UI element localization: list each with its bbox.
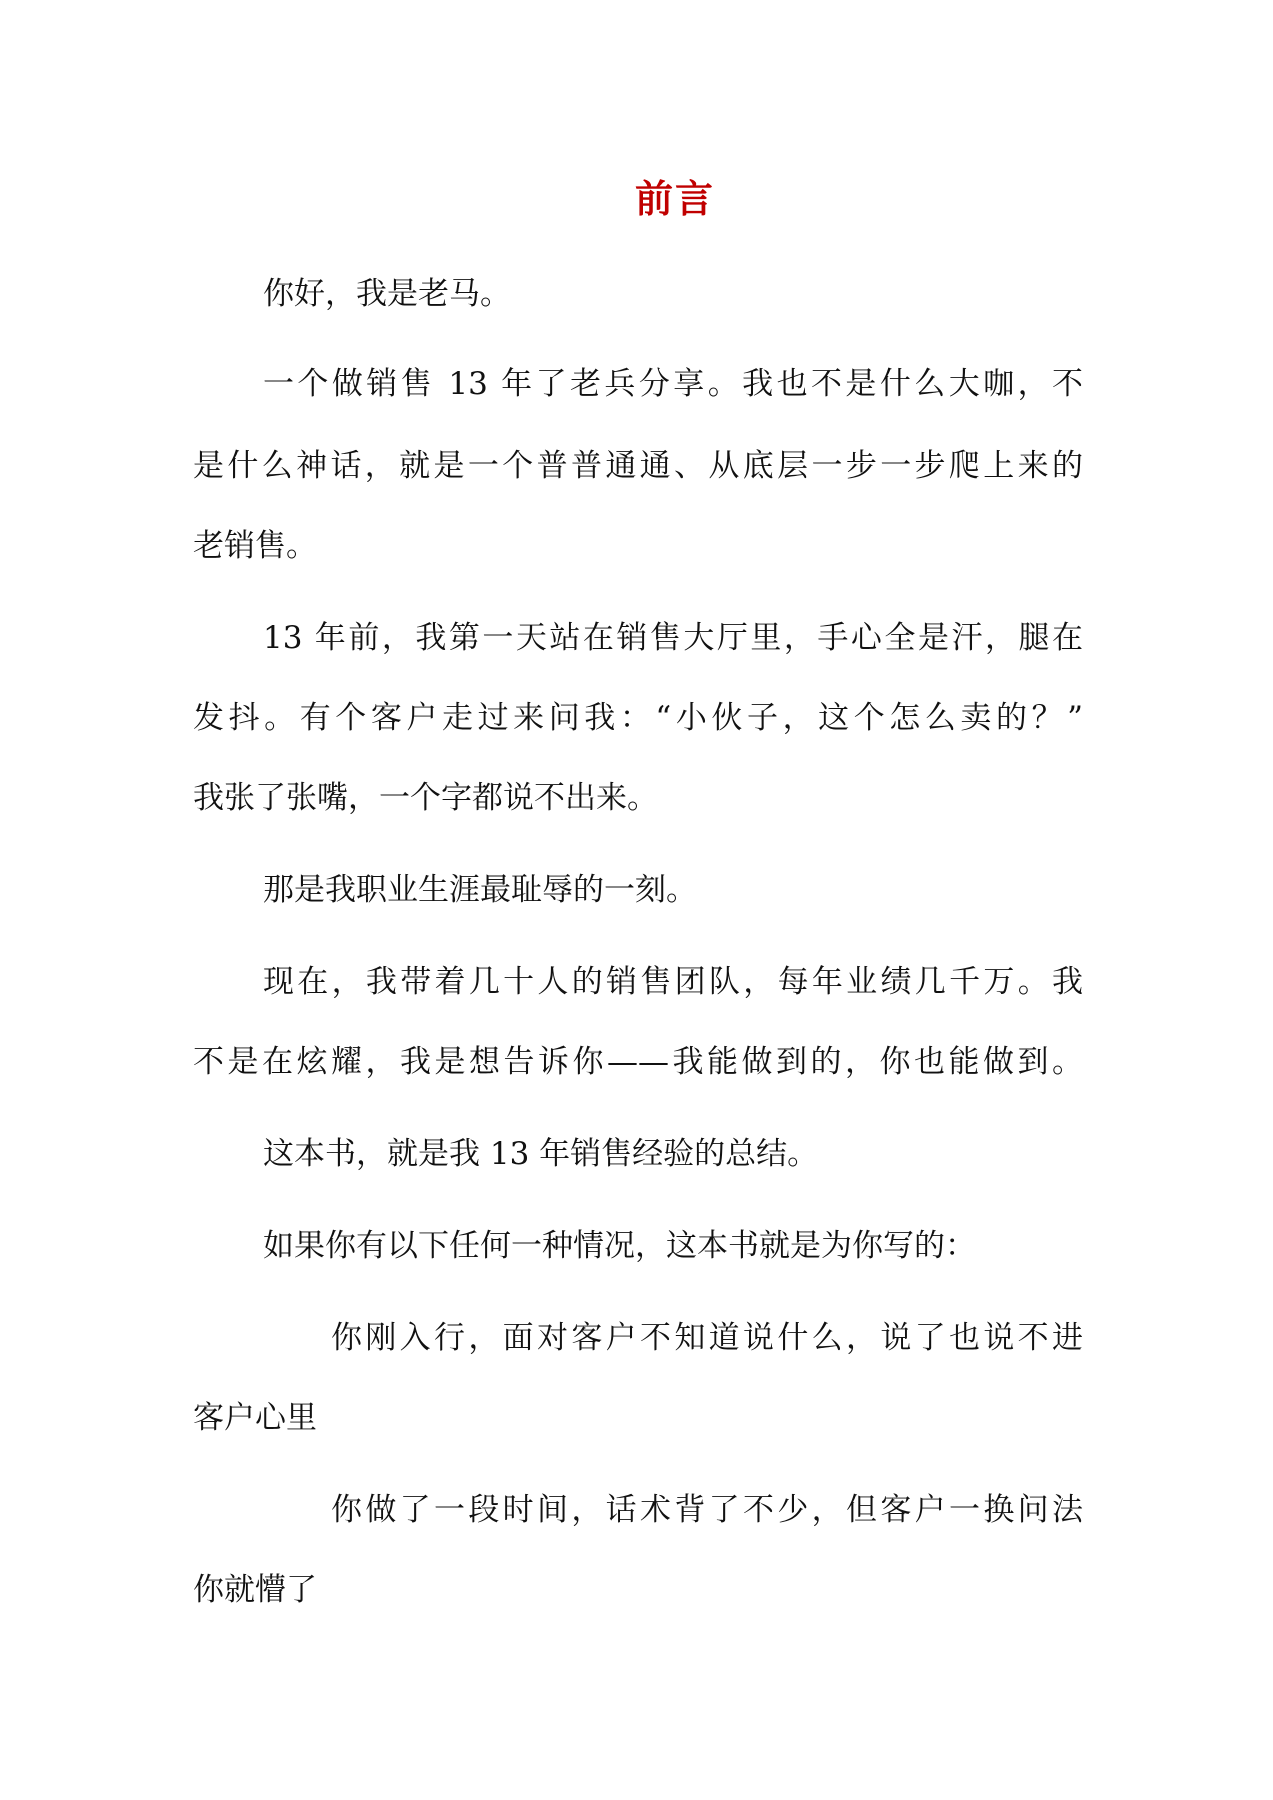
paragraph-line: 发抖。有个客户走过来问我：“小伙子，这个怎么卖的？” xyxy=(193,700,1083,736)
paragraph-line: 一个做销售 13 年了老兵分享。我也不是什么大咖，不 xyxy=(263,366,1083,402)
list-item-line: 客户心里 xyxy=(193,1400,317,1436)
paragraph-line: 那是我职业生涯最耻辱的一刻。 xyxy=(263,872,697,908)
list-item-line: 你就懵了 xyxy=(193,1572,317,1608)
paragraph-line: 这本书，就是我 13 年销售经验的总结。 xyxy=(263,1136,819,1172)
paragraph-line: 不是在炫耀，我是想告诉你——我能做到的，你也能做到。 xyxy=(193,1044,1083,1080)
paragraph-line: 现在，我带着几十人的销售团队，每年业绩几千万。我 xyxy=(263,964,1083,1000)
list-item-line: 你刚入行，面对客户不知道说什么，说了也说不进 xyxy=(331,1320,1083,1356)
paragraph-line: 是什么神话，就是一个普普通通、从底层一步一步爬上来的 xyxy=(193,448,1083,484)
paragraph-line: 如果你有以下任何一种情况，这本书就是为你写的： xyxy=(263,1228,976,1264)
paragraph-line: 我张了张嘴，一个字都说不出来。 xyxy=(193,780,658,816)
list-item-line: 你做了一段时间，话术背了不少，但客户一换问法 xyxy=(331,1492,1083,1528)
page-title: 前言 xyxy=(634,176,715,221)
paragraph-line: 你好，我是老马。 xyxy=(263,276,511,312)
paragraph-line: 13 年前，我第一天站在销售大厅里，手心全是汗，腿在 xyxy=(263,620,1083,656)
paragraph-line: 老销售。 xyxy=(193,528,317,564)
